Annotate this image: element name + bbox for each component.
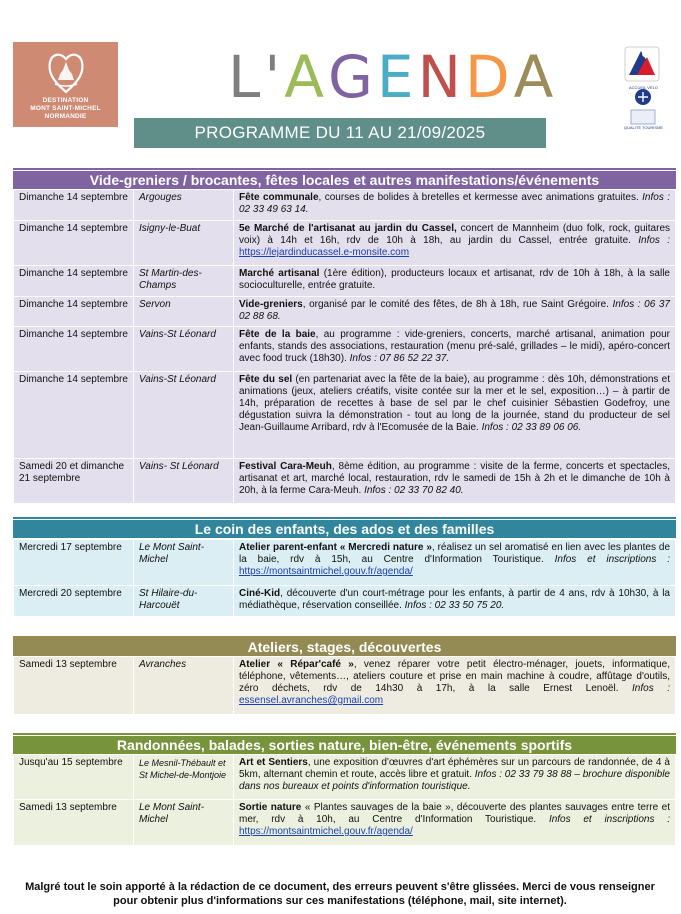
event-description (234, 800, 676, 846)
event-description (234, 221, 676, 266)
event-place: St Martin-des-Champs (134, 266, 234, 297)
title-letter: L (228, 43, 265, 111)
event-text: , découverte d'un court-métrage pour les enfants, à partir de 4 ans, rdv à 10h30, à la médiathèque, réservation conseillée. (239, 588, 670, 611)
title-letter: A (513, 43, 558, 111)
event-date: Dimanche 14 septembre (14, 190, 134, 221)
heart-mont-icon (46, 48, 86, 96)
event-link[interactable]: essensel.avranches@gmail.com (239, 695, 384, 706)
event-text: (en partenariat avec la fête de la baie), au programme : dès 10h, démonstrations et animations (jeux, ateliers créatifs, visite contée sur la mer et le sel, exposition…) – à partir de 14h, préparation de recettes à base de sel par le chef cuisinier Sébastien Godefroy, une dégustation suivra la démonstration - tout au long de la journée, stand du producteur de sel Jean-Guillaume Arribard, rdv à l'Ecomusée de la Baie. (239, 374, 670, 433)
table-row (14, 297, 676, 327)
qualite-tourisme-label: QUALITÉ TOURISME (623, 125, 664, 130)
table-row (14, 327, 676, 372)
event-title: Fête communale (239, 192, 319, 203)
event-title: Vide-greniers (239, 299, 303, 310)
event-link[interactable]: https://montsaintmichel.gouv.fr/agenda/ (239, 826, 413, 837)
event-infos: Infos : 06 37 02 88 68. (239, 299, 670, 322)
event-place: Argouges (134, 190, 234, 221)
title-letter: D (464, 43, 514, 111)
event-date: Dimanche 14 septembre (14, 327, 134, 372)
table-row (14, 372, 676, 459)
title-letter: G (327, 43, 377, 111)
event-date: Dimanche 14 septembre (14, 297, 134, 327)
event-description (234, 540, 676, 586)
logo-line-2: MONT SAINT-MICHEL (30, 105, 101, 112)
logo-line-1: DESTINATION (42, 97, 89, 104)
event-date: Samedi 13 septembre (14, 800, 134, 846)
event-infos: Infos et inscriptions : (548, 814, 670, 825)
events-table (13, 189, 676, 504)
event-place: Vains- St Léonard (134, 459, 234, 504)
event-infos: Infos : (638, 235, 670, 246)
event-date: Samedi 13 septembre (14, 657, 134, 715)
page-title (228, 42, 557, 112)
event-infos: Infos : 02 33 89 06 06. (481, 422, 582, 433)
event-title: Fête du sel (239, 374, 293, 385)
event-infos: Infos et inscriptions : (554, 554, 670, 565)
event-text: (1ère édition), producteurs locaux et artisanat, rdv de 10h à 18h, à la salle socioculturelle, entrée gratuite. (239, 268, 670, 291)
title-letter: N (417, 43, 465, 111)
event-description (234, 266, 676, 297)
event-title: Ciné-Kid (239, 588, 281, 599)
table-row (14, 221, 676, 266)
event-infos: Infos : 02 33 79 38 88 – brochure disponible dans nos bureaux et points d'information touristique. (239, 769, 670, 792)
event-date: Jusqu'au 15 septembre (14, 755, 134, 800)
section-divider (13, 168, 676, 170)
event-title: Festival Cara-Meuh (239, 461, 332, 472)
event-description (234, 190, 676, 221)
destination-logo (13, 42, 118, 127)
event-place: St Hilaire-du-Harcouët (134, 586, 234, 617)
event-title: 5e Marché de l'artisanat au jardin du Cassel, (239, 223, 457, 234)
section-divider (13, 733, 676, 735)
event-place: Isigny-le-Buat (134, 221, 234, 266)
table-row (14, 586, 676, 617)
logo-line-3: NORMANDIE (44, 113, 87, 120)
event-description (234, 459, 676, 504)
event-place: Servon (134, 297, 234, 327)
event-infos: Infos : (632, 683, 670, 694)
event-text: , courses de bolides à bretelles et kermesse avec animations gratuites. (318, 192, 639, 203)
event-description (234, 372, 676, 459)
event-description (234, 297, 676, 327)
event-title: Atelier parent-enfant « Mercredi nature » (239, 542, 432, 553)
section-header-events: Vide-greniers / brocantes, fêtes locales et autres manifestations/événements (13, 171, 676, 189)
event-place: Le Mont Saint-Michel (134, 800, 234, 846)
event-date: Dimanche 14 septembre (14, 266, 134, 297)
event-text: , au programme : vide-greniers, concerts, marché artisanal, animation pour enfants, stands des associations, restauration (menu pré-salé, grillades – le midi), apéro-concert avec food truck (18h30). (239, 329, 670, 364)
event-text: , venez réparer votre petit électro-ménager, jouets, informatique, téléphone, vêtements…, ateliers couture et prise en main machine à coudre, affûtage d'outils, zéro déchets, rdv de 14h30 à 17h, à la salle Ernest Lenoël. (239, 659, 670, 694)
outdoor-table (13, 754, 676, 846)
event-date: Mercredi 20 septembre (14, 586, 134, 617)
event-title: Atelier « Répar'café » (239, 659, 354, 670)
table-row (14, 755, 676, 800)
event-text: , 8ème édition, au programme : visite de la ferme, concerts et spectacles, artisanat et art, marché local, restauration, rdv le samedi de 15h à 2h et le dimanche de 10h à 20h, à la ferme Cara-Meuh. (239, 461, 670, 496)
event-description (234, 586, 676, 617)
accueil-velo-label: ACCUEIL VÉLO (629, 85, 658, 90)
title-letter: ' (264, 43, 285, 111)
program-dates-banner: PROGRAMME DU 11 AU 21/09/2025 (134, 118, 546, 148)
event-link[interactable]: https://montsaintmichel.gouv.fr/agenda/ (239, 566, 413, 577)
event-text: , réalisez un sel aromatisé en lien avec les plantes de la baie, rdv à 15h, au Centre d'Information Touristique. (239, 542, 671, 565)
event-title: Sortie nature (239, 802, 302, 813)
event-infos: Infos : 02 33 49 63 14. (239, 192, 670, 215)
table-row (14, 540, 676, 586)
section-header-outdoor: Randonnées, balades, sorties nature, bien-être, événements sportifs (13, 736, 676, 754)
section-header-workshops: Ateliers, stages, découvertes (13, 638, 676, 656)
event-description (234, 657, 676, 715)
table-row (14, 800, 676, 846)
event-title: Marché artisanal (239, 268, 320, 279)
event-text: , organisé par le comité des fêtes, de 8h à 18h, rue Saint Grégoire. (302, 299, 613, 310)
event-title: Art et Sentiers (239, 757, 308, 768)
kids-table (13, 539, 676, 617)
table-row (14, 657, 676, 715)
event-description (234, 327, 676, 372)
table-row (14, 459, 676, 504)
event-text: « Plantes sauvages de la baie », découverte des plantes sauvages entre terre et mer, rdv à 10h, au Centre d'Information Touristique. (239, 802, 670, 825)
table-row (14, 190, 676, 221)
section-divider (13, 517, 676, 519)
event-place: Le Mesnil-Thébault et St Michel-de-Montjoie (134, 755, 234, 800)
event-place: Le Mont Saint-Michel (134, 540, 234, 586)
partner-logos (621, 45, 666, 130)
section-header-kids: Le coin des enfants, des ados et des familles (13, 520, 676, 538)
title-letter: A (284, 43, 328, 111)
title-letter: E (376, 43, 418, 111)
event-description (234, 755, 676, 800)
event-link[interactable]: https://lejardinducassel.e-monsite.com (239, 247, 410, 258)
event-infos: Infos : 02 33 70 82 40. (364, 485, 464, 496)
event-infos: Infos : 07 86 52 22 37. (349, 353, 450, 364)
event-date: Mercredi 17 septembre (14, 540, 134, 586)
table-row (14, 266, 676, 297)
disclaimer: Malgré tout le soin apporté à la rédaction de ce document, des erreurs peuvent s'être glissées. Merci de vous renseigner pour obtenir plus d'informations sur ces manifestations (téléphone, mail, site internet). (25, 881, 655, 907)
event-text: , une exposition d'œuvres d'art éphémères sur un parcours de randonnée, de 4 à 5km, alternant chemin et route, accès libre et gratuit. (239, 757, 670, 780)
workshops-table (13, 656, 676, 715)
event-place: Vains-St Léonard (134, 327, 234, 372)
event-place: Vains-St Léonard (134, 372, 234, 459)
event-infos: Infos : 02 33 50 75 20. (404, 600, 505, 611)
event-title: Fête de la baie (239, 329, 316, 340)
event-text: concert de Mannheim (duo folk, rock, guitares voix) à 14h et 16h, rdv de 10h à 18h, au jardin du Cassel, entrée gratuite. (239, 223, 671, 246)
event-place: Avranches (134, 657, 234, 715)
event-date: Dimanche 14 septembre (14, 372, 134, 459)
event-date: Dimanche 14 septembre (14, 221, 134, 266)
event-date: Samedi 20 et dimanche 21 septembre (14, 459, 134, 504)
